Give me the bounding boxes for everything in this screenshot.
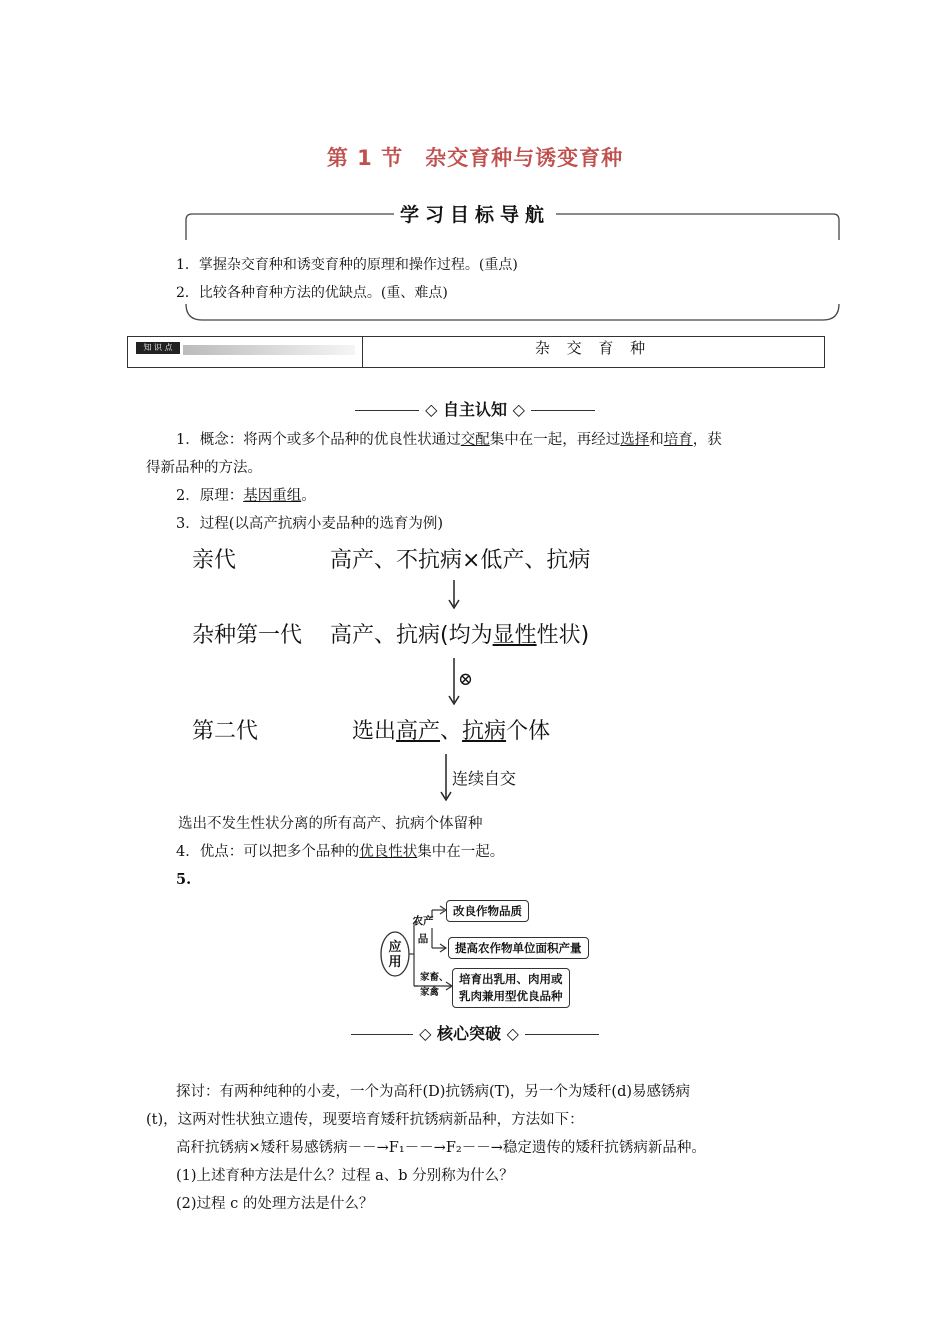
answer-blank: 高产 [396,719,441,744]
flow-f1-text: 高产、抗病(均为显性性状) [330,623,590,648]
answer-blank: 抗病 [462,719,507,744]
knowledge-point-tag [128,337,363,367]
knowledge-point-decoration [183,345,355,355]
answer-blank: 选择 [620,432,650,448]
flow-parent-label: 亲代 [192,548,237,573]
core-process-line: 高秆抗锈病×矮秆易感锈病－－→F₁－－→F₂－－→稳定遗传的矮秆抗锈病新品种。 [176,1140,706,1156]
box-improve-yield: 提高农作物单位面积产量 [448,937,589,959]
knowledge-point-bar [127,336,825,368]
answer-blank: 培育 [663,432,693,448]
advantage-line: 4．优点：可以把多个品种的优良性状集中在一起。 [176,844,505,860]
answer-blank: 显性 [492,623,537,648]
flow-f2-label: 第二代 [192,719,259,744]
self-study-heading: ◇ 自主认知 ◇ [0,397,950,420]
flow-final-line: 选出不发生性状分离的所有高产、抗病个体留种 [178,816,483,832]
answer-blank: 交配 [460,432,490,448]
concept-paragraph-cont: 得新品种的方法。 [146,460,262,476]
principle-line: 2．原理：基因重组。 [176,488,316,504]
down-arrow-icon [446,578,462,610]
core-discussion-2: (t)，这两对性状独立遗传，现要培育矮秆抗锈病新品种，方法如下： [146,1112,584,1128]
process-line: 3．过程(以高产抗病小麦品种的选育为例) [176,516,444,532]
goal-item-2: 2．比较各种育种方法的优缺点。(重、难点) [176,285,448,301]
goals-heading: 学习目标导航 [0,200,950,227]
question-1: (1)上述育种方法是什么？过程 a、b 分别称为什么？ [176,1168,514,1184]
flow-f1-label: 杂种第一代 [192,623,303,648]
page-title: 第 1 节 杂交育种与诱变育种 [326,146,624,170]
selfing-symbol: ⊗ [458,669,474,690]
flow-parent-cross: 高产、不抗病×低产、抗病 [330,548,591,573]
item-5-label: 5. [176,871,192,888]
answer-blank: 基因重组 [243,488,302,504]
core-discussion-1: 探讨：有两种纯种的小麦，一个为高秆(D)抗锈病(T)，另一个为矮秆(d)易感锈病 [176,1084,691,1100]
continuous-selfing-label: 连续自交 [452,769,517,788]
answer-blank: 优良性状 [359,844,418,860]
box-breed-livestock: 培育出乳用、肉用或 乳肉兼用型优良品种 [452,968,570,1008]
branch-agriculture: 农产品 [412,915,434,945]
box-improve-quality: 改良作物品质 [446,900,529,922]
concept-paragraph: 1．概念：将两个或多个品种的优良性状通过交配集中在一起，再经过选择和培育，获 [176,432,722,448]
question-2: (2)过程 c 的处理方法是什么？ [176,1196,374,1212]
flow-f2-text: 选出高产、抗病个体 [352,719,551,744]
knowledge-point-label: 知 识 点 [136,342,180,354]
application-center: 应用 [388,940,402,970]
knowledge-point-title: 杂 交 育 种 [534,339,652,357]
core-heading: ◇ 核心突破 ◇ [0,1021,950,1044]
goal-item-1: 1．掌握杂交育种和诱变育种的原理和操作过程。(重点) [176,257,518,273]
branch-livestock: 家畜、家禽 [420,972,449,998]
